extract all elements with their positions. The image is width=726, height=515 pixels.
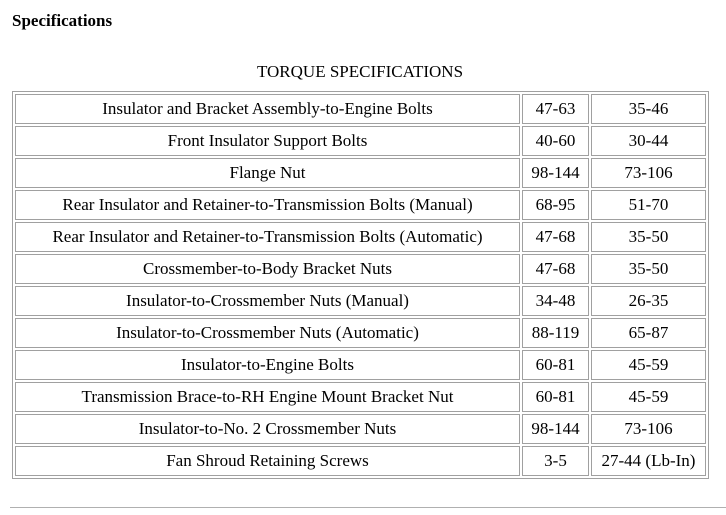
torque-nm-cell: 47-68 [522,222,589,252]
spec-description-cell: Insulator-to-Crossmember Nuts (Manual) [15,286,520,316]
torque-lbft-cell: 30-44 [591,126,706,156]
torque-lbft-cell: 45-59 [591,382,706,412]
torque-nm-cell: 3-5 [522,446,589,476]
torque-nm-cell: 98-144 [522,414,589,444]
spec-description-cell: Fan Shroud Retaining Screws [15,446,520,476]
torque-nm-cell: 60-81 [522,382,589,412]
torque-lbft-cell: 65-87 [591,318,706,348]
table-row [15,382,706,412]
table-row [15,350,706,380]
table-row [15,126,706,156]
table-row [15,190,706,220]
spec-description-cell: Insulator-to-Crossmember Nuts (Automatic) [15,318,520,348]
torque-lbft-cell: 73-106 [591,158,706,188]
table-row [15,318,706,348]
torque-lbft-cell: 73-106 [591,414,706,444]
torque-lbft-cell: 35-46 [591,94,706,124]
torque-lbft-cell: 27-44 (Lb-In) [591,446,706,476]
torque-lbft-cell: 35-50 [591,254,706,284]
torque-nm-cell: 40-60 [522,126,589,156]
divider [10,507,726,508]
spec-description-cell: Transmission Brace-to-RH Engine Mount Bracket Nut [15,382,520,412]
spec-description-cell: Rear Insulator and Retainer-to-Transmission Bolts (Automatic) [15,222,520,252]
torque-nm-cell: 47-63 [522,94,589,124]
table-row [15,414,706,444]
table-caption: TORQUE SPECIFICATIONS [256,62,464,81]
torque-nm-cell: 98-144 [522,158,589,188]
section-heading: Specifications [12,11,113,30]
torque-lbft-cell: 45-59 [591,350,706,380]
spec-description-cell: Insulator and Bracket Assembly-to-Engine Bolts [15,94,520,124]
torque-lbft-cell: 35-50 [591,222,706,252]
table-row [15,254,706,284]
torque-nm-cell: 34-48 [522,286,589,316]
torque-nm-cell: 88-119 [522,318,589,348]
torque-lbft-cell: 26-35 [591,286,706,316]
spec-description-cell: Front Insulator Support Bolts [15,126,520,156]
spec-description-cell: Insulator-to-Engine Bolts [15,350,520,380]
torque-lbft-cell: 51-70 [591,190,706,220]
torque-nm-cell: 60-81 [522,350,589,380]
torque-nm-cell: 47-68 [522,254,589,284]
spec-description-cell: Crossmember-to-Body Bracket Nuts [15,254,520,284]
torque-specifications-table [12,91,709,479]
spec-description-cell: Rear Insulator and Retainer-to-Transmission Bolts (Manual) [15,190,520,220]
spec-description-cell: Flange Nut [15,158,520,188]
table-row [15,94,706,124]
table-row [15,222,706,252]
table-body [15,94,706,476]
table-row [15,158,706,188]
torque-nm-cell: 68-95 [522,190,589,220]
spec-description-cell: Insulator-to-No. 2 Crossmember Nuts [15,414,520,444]
table-row [15,446,706,476]
table-row [15,286,706,316]
